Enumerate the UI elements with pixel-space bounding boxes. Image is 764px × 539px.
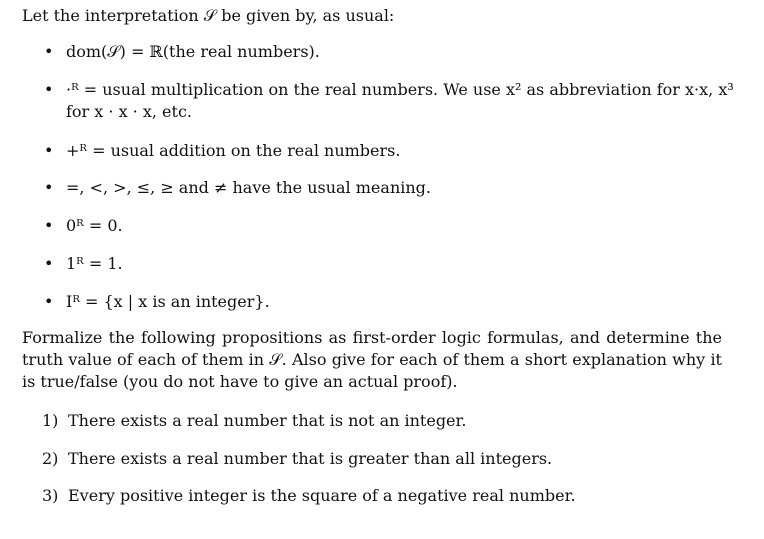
proposition-number: 3) <box>42 486 59 505</box>
bullet-icon <box>44 41 56 63</box>
definition-text: 0ᴿ = 0. <box>66 216 123 235</box>
instructions-paragraph: Formalize the following propositions as first-order logic formulas, and determine the truth value of each of them in 𝒮. Also give for each of them a short explanation why it is true/false (you do not have to give an actual proof). <box>22 328 722 391</box>
definition-text: +ᴿ = usual addition on the real numbers. <box>66 141 401 160</box>
proposition-text: There exists a real number that is greater than all integers. <box>68 449 553 468</box>
definition-text: =, <, >, ≤, ≥ and ≠ have the usual meaning. <box>66 178 431 197</box>
bullet-icon <box>44 291 56 313</box>
bullet-icon <box>44 79 56 101</box>
bullet-icon <box>44 140 56 162</box>
proposition-number: 2) <box>42 449 59 468</box>
definition-multiplication <box>44 79 744 123</box>
bullet-icon <box>44 215 56 237</box>
bullet-icon <box>44 253 56 275</box>
proposition-text: There exists a real number that is not an integer. <box>68 411 467 430</box>
proposition-item <box>42 485 576 507</box>
definition-text: Iᴿ = {x | x is an integer}. <box>66 292 270 311</box>
proposition-number: 1) <box>42 411 59 430</box>
definition-text: 1ᴿ = 1. <box>66 254 123 273</box>
definition-text: ·ᴿ = usual multiplication on the real numbers. We use x² as abbreviation for x·x, x³ for x · x · x, etc. <box>66 80 734 121</box>
proposition-item <box>42 410 467 432</box>
intro-text: Let the interpretation 𝒮 be given by, as usual: <box>22 6 395 25</box>
proposition-item <box>42 448 552 470</box>
definition-text: dom(𝒮) = ℝ(the real numbers). <box>66 42 320 61</box>
proposition-text: Every positive integer is the square of a negative real number. <box>68 486 576 505</box>
bullet-icon <box>44 177 56 199</box>
